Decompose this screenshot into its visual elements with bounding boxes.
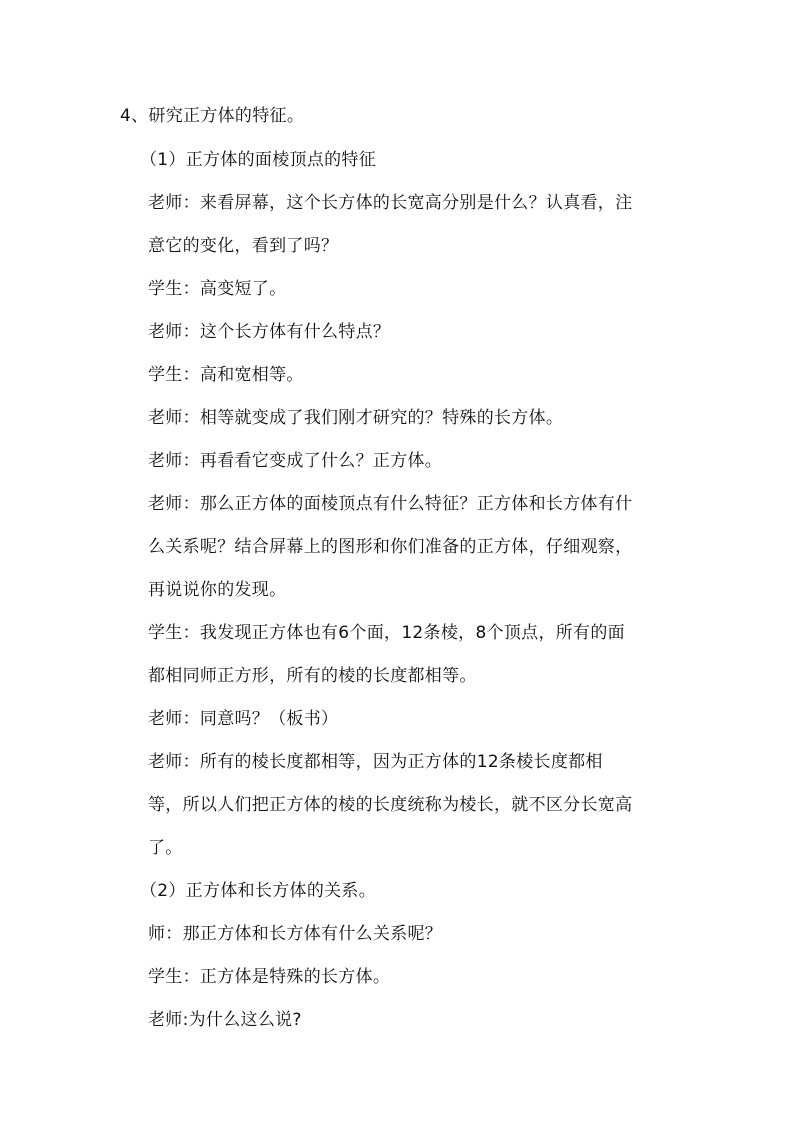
dialogue-line: 老师：相等就变成了我们刚才研究的？特殊的长方体。 (148, 408, 564, 428)
dialogue-line: 老师：这个长方体有什么特点？ (148, 322, 391, 342)
subsection-heading: （1）正方体的面棱顶点的特征 (140, 150, 377, 170)
dialogue-line: 老师：所有的棱长度都相等，因为正方体的12条棱长度都相 (148, 752, 603, 772)
dialogue-line: 了。 (148, 838, 183, 858)
dialogue-line: 老师：来看屏幕，这个长方体的长宽高分别是什么？认真看，注 (148, 193, 633, 213)
dialogue-line: 再说说你的发现。 (148, 580, 287, 600)
dialogue-line: 意它的变化，看到了吗？ (148, 236, 339, 256)
section-heading: 4、研究正方体的特征。 (120, 106, 305, 126)
dialogue-line: 都相同师正方形，所有的棱的长度都相等。 (148, 666, 477, 686)
subsection-heading: （2）正方体和长方体的关系。 (140, 881, 377, 901)
dialogue-line: 老师：再看看它变成了什么？正方体。 (148, 451, 443, 471)
dialogue-line: 老师：那么正方体的面棱顶点有什么特征？正方体和长方体有什 (148, 494, 633, 514)
dialogue-line: 师：那正方体和长方体有什么关系呢？ (148, 924, 443, 944)
dialogue-line: 老师:为什么这么说? (148, 1010, 302, 1030)
dialogue-line: 学生：高和宽相等。 (148, 365, 304, 385)
dialogue-line: 学生：正方体是特殊的长方体。 (148, 967, 391, 987)
dialogue-line: 等，所以人们把正方体的棱的长度统称为棱长，就不区分长宽高 (148, 795, 633, 815)
dialogue-line: 么关系呢？结合屏幕上的图形和你们准备的正方体，仔细观察， (148, 537, 633, 557)
dialogue-line: 学生：我发现正方体也有6个面，12条棱，8个顶点，所有的面 (148, 623, 625, 643)
dialogue-line: 学生：高变短了。 (148, 279, 287, 299)
dialogue-line: 老师：同意吗？（板书） (148, 709, 339, 729)
